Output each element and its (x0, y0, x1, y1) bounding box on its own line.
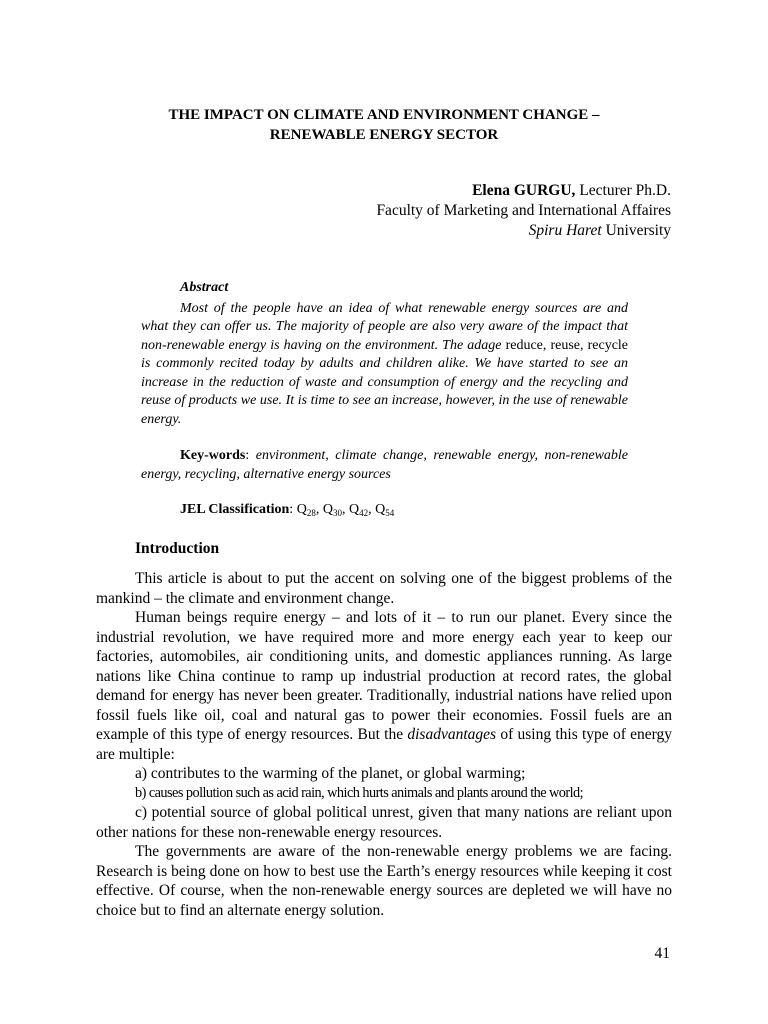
author-line (171, 181, 671, 201)
body-paragraph: This article is about to put the accent on solving one of the biggest problems of the mankind – the climate and environment change. (96, 570, 672, 607)
author-university (171, 221, 671, 241)
jel-colon: : (289, 502, 297, 517)
keywords-colon: : (245, 448, 256, 463)
introduction-body (96, 569, 672, 920)
abstract-adage: reduce, reuse, recycle (505, 337, 629, 353)
university-name: Spiru Haret (528, 222, 602, 239)
jel-label: JEL Classification (180, 502, 290, 517)
keywords-label: Key-words (180, 448, 246, 463)
jel-code: $Q_{28}$, (296, 502, 323, 518)
emphasis: disadvantages (407, 726, 497, 743)
keywords (141, 447, 628, 484)
author-block (171, 181, 671, 241)
page-number: 41 (654, 945, 670, 962)
jel-classification (180, 500, 394, 523)
jel-code: $Q_{42}$, (348, 502, 376, 518)
introduction-heading: Introduction (135, 540, 220, 557)
title-line-2: RENEWABLE ENERGY SECTOR (269, 127, 499, 143)
author-position: Lecturer Ph.D. (575, 182, 671, 199)
abstract (141, 279, 628, 429)
abstract-text-1: Most of the people have an idea of what renewable energy sources are and what they can offer us. The majority of people are also very aware of the impact that non-renewable energy is having on the environment. The adage (141, 300, 628, 353)
list-item-b: b) causes pollution such as acid rain, which hurts animals and plants around the world; (135, 784, 584, 801)
paper-title (96, 105, 672, 145)
body-paragraph: The governments are aware of the non-renewable energy problems we are facing. Research is being done on how to best use the Earth’s energy resources while keeping it cost effective. Of course, when the non-renewable energy sources are depleted we will have no choice but to find an alternate energy solution. (96, 843, 672, 919)
abstract-text-2: is commonly recited today by adults and children alike. We have started to see an increase in the reduction of waste and consumption of energy and the recycling and reuse of products we use. It is time to see an increase, however, in the use of renewable energy. (141, 356, 628, 427)
list-item-a: a) contributes to the warming of the planet, or global warming; (135, 765, 526, 782)
abstract-body (141, 300, 628, 430)
author-name: Elena GURGU, (472, 182, 576, 199)
jel-code: $Q_{54}$ (375, 502, 395, 518)
jel-code: $Q_{30}$, (322, 502, 349, 518)
keywords-text: environment, climate change, renewable energy, non-renewable energy, recycling, alternative energy sources (141, 448, 629, 482)
author-faculty: Faculty of Marketing and International Affaires (376, 202, 671, 219)
abstract-heading: Abstract (180, 280, 229, 295)
university-word: University (601, 222, 671, 239)
title-line-1: THE IMPACT ON CLIMATE AND ENVIRONMENT CHANGE – (168, 107, 600, 123)
list-item-c: c) potential source of global political unrest, given that many nations are reliant upon other nations for these non-renewable energy resources. (96, 804, 672, 841)
body-paragraph: Human beings require energy – and lots of it – to run our planet. Every since the industrial revolution, we have required more and more energy each year to keep our factories, automobiles, air conditioning units, and domestic appliances running. As large nations like China continue to ramp up industrial production at record rates, the global demand for energy has never been greater. Traditionally, industrial nations have relied upon fossil fuels like oil, coal and natural gas to power their economies. Fossil fuels are an example of this type of energy resources. But the disadvantages of using this type of energy are multiple: (96, 609, 673, 763)
